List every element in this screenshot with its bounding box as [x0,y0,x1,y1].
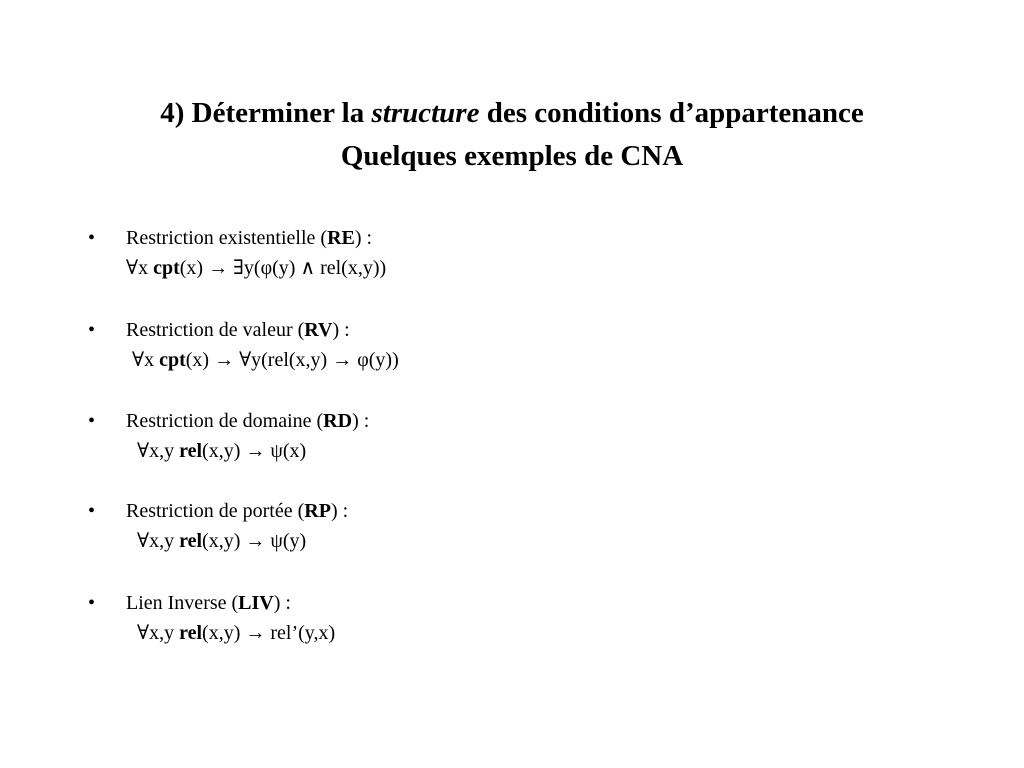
label-abbr: RP [304,500,331,522]
formula-pre: ∀x,y [137,440,180,462]
bullet-dot: • [88,410,96,432]
formula-pre: ∀x,y [137,530,180,552]
item-label [126,496,348,526]
formula-bold: rel [179,530,203,552]
bullet-dot: • [88,592,96,614]
bullet-dot: • [88,500,96,522]
label-suffix: ) : [354,227,373,249]
label-abbr: RV [304,319,333,341]
label-suffix: ) : [330,500,349,522]
label-prefix: Restriction de valeur ( [126,319,305,341]
label-prefix: Lien Inverse ( [126,592,239,614]
formula-post: (x,y) → rel’(y,x) [202,622,336,644]
title-line-2: Quelques exemples de CNA [340,140,684,172]
label-suffix: ) : [273,592,291,614]
label-prefix: Restriction de domaine ( [126,410,324,432]
item-formula [126,253,386,283]
bullet-dot: • [88,227,96,249]
formula-bold: rel [179,622,203,644]
formula-post: (x) → ∀y(rel(x,y) → φ(y)) [185,349,399,371]
label-abbr: RE [327,227,355,249]
formula-post: (x) → ∃y(φ(y) ∧ rel(x,y)) [179,257,387,279]
label-abbr: RD [323,410,353,432]
item-formula [137,436,306,466]
formula-bold: cpt [153,257,180,279]
title-suffix: des conditions d’appartenance [479,97,864,129]
item-formula [137,526,306,556]
bullet-dot: • [88,319,96,341]
item-formula [132,345,399,375]
formula-bold: rel [179,440,203,462]
item-formula [137,618,335,648]
item-label [126,588,291,618]
label-prefix: Restriction existentielle ( [126,227,328,249]
formula-pre: ∀x [132,349,160,371]
title-italic-word: structure [371,97,480,129]
formula-post: (x,y) → ψ(y) [202,530,307,552]
label-suffix: ) : [352,410,370,432]
label-abbr: LIV [238,592,274,614]
formula-post: (x,y) → ψ(x) [202,440,307,462]
item-label [126,223,372,253]
formula-bold: cpt [159,349,186,371]
title-prefix: 4) Déterminer la [160,97,372,129]
item-label [126,406,369,436]
formula-pre: ∀x,y [137,622,180,644]
label-suffix: ) : [332,319,350,341]
item-label [126,315,350,345]
formula-pre: ∀x [126,257,154,279]
label-prefix: Restriction de portée ( [126,500,305,522]
